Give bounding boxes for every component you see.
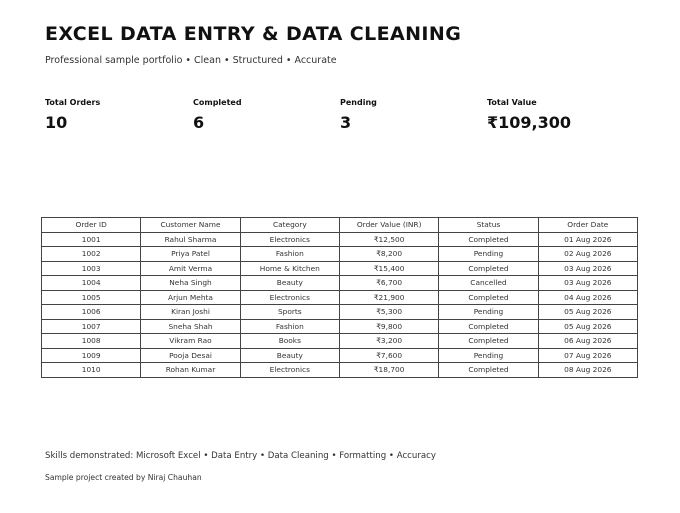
order-date-cell: 01 Aug 2026 [538,232,637,247]
category-cell: Fashion [240,247,339,262]
order-date-cell: 02 Aug 2026 [538,247,637,262]
stat-value: 6 [193,113,205,132]
table-row [42,334,638,349]
customer-name-cell: Kiran Joshi [141,305,240,320]
order-value-cell: ₹9,800 [339,319,438,334]
status-cell: Completed [439,319,538,334]
customer-name-cell: Pooja Desai [141,348,240,363]
table-row [42,247,638,262]
order-value-cell: ₹21,900 [339,290,438,305]
table-row [42,305,638,320]
status-cell: Completed [439,334,538,349]
order-date-cell: 05 Aug 2026 [538,305,637,320]
table-row [42,319,638,334]
table-row [42,276,638,291]
category-cell: Electronics [240,232,339,247]
order-date-cell: 03 Aug 2026 [538,261,637,276]
stat-label: Completed [193,98,242,107]
order-id-cell: 1009 [42,348,141,363]
table-row [42,290,638,305]
column-header-status: Status [439,218,538,233]
status-cell: Pending [439,247,538,262]
customer-name-cell: Priya Patel [141,247,240,262]
order-value-cell: ₹8,200 [339,247,438,262]
order-date-cell: 08 Aug 2026 [538,363,637,378]
column-header-customer-name: Customer Name [141,218,240,233]
category-cell: Electronics [240,363,339,378]
status-cell: Completed [439,232,538,247]
customer-name-cell: Vikram Rao [141,334,240,349]
stat-pending [340,98,377,132]
order-id-cell: 1007 [42,319,141,334]
column-header-category: Category [240,218,339,233]
stat-completed [193,98,242,132]
stat-label: Pending [340,98,377,107]
order-date-cell: 07 Aug 2026 [538,348,637,363]
category-cell: Beauty [240,348,339,363]
orders-table-body [42,232,638,377]
category-cell: Sports [240,305,339,320]
order-date-cell: 03 Aug 2026 [538,276,637,291]
table-row [42,261,638,276]
stat-value: ₹109,300 [487,113,572,132]
order-date-cell: 04 Aug 2026 [538,290,637,305]
order-value-cell: ₹3,200 [339,334,438,349]
column-header-order-id: Order ID [42,218,141,233]
stat-label: Total Value [487,98,537,107]
page-title: EXCEL DATA ENTRY & DATA CLEANING [45,23,462,45]
status-cell: Completed [439,363,538,378]
stat-total-value [487,98,571,132]
customer-name-cell: Sneha Shah [141,319,240,334]
order-value-cell: ₹18,700 [339,363,438,378]
credit-line: Sample project created by Niraj Chauhan [45,473,202,482]
status-cell: Completed [439,261,538,276]
order-id-cell: 1006 [42,305,141,320]
order-id-cell: 1002 [42,247,141,262]
customer-name-cell: Rahul Sharma [141,232,240,247]
order-date-cell: 05 Aug 2026 [538,319,637,334]
category-cell: Home & Kitchen [240,261,339,276]
table-row [42,363,638,378]
category-cell: Books [240,334,339,349]
order-id-cell: 1001 [42,232,141,247]
stat-value: 10 [45,113,68,132]
column-header-order-date: Order Date [538,218,637,233]
stat-value: 3 [340,113,352,132]
customer-name-cell: Amit Verma [141,261,240,276]
customer-name-cell: Arjun Mehta [141,290,240,305]
skills-line: Skills demonstrated: Microsoft Excel • Data Entry • Data Cleaning • Formatting • Accuracy [45,451,436,461]
column-header-order-value: Order Value (INR) [339,218,438,233]
status-cell: Pending [439,348,538,363]
order-value-cell: ₹5,300 [339,305,438,320]
category-cell: Beauty [240,276,339,291]
table-row [42,348,638,363]
page-subtitle: Professional sample portfolio • Clean • Structured • Accurate [45,55,337,66]
category-cell: Electronics [240,290,339,305]
orders-table [41,217,638,378]
order-id-cell: 1010 [42,363,141,378]
order-date-cell: 06 Aug 2026 [538,334,637,349]
table-header-row [42,218,638,233]
order-value-cell: ₹7,600 [339,348,438,363]
order-id-cell: 1008 [42,334,141,349]
stat-label: Total Orders [45,98,101,107]
status-cell: Pending [439,305,538,320]
order-id-cell: 1004 [42,276,141,291]
order-value-cell: ₹6,700 [339,276,438,291]
table-row [42,232,638,247]
status-cell: Completed [439,290,538,305]
category-cell: Fashion [240,319,339,334]
customer-name-cell: Rohan Kumar [141,363,240,378]
customer-name-cell: Neha Singh [141,276,240,291]
status-cell: Cancelled [439,276,538,291]
order-id-cell: 1003 [42,261,141,276]
order-value-cell: ₹12,500 [339,232,438,247]
order-value-cell: ₹15,400 [339,261,438,276]
stat-total-orders [45,98,100,132]
order-id-cell: 1005 [42,290,141,305]
